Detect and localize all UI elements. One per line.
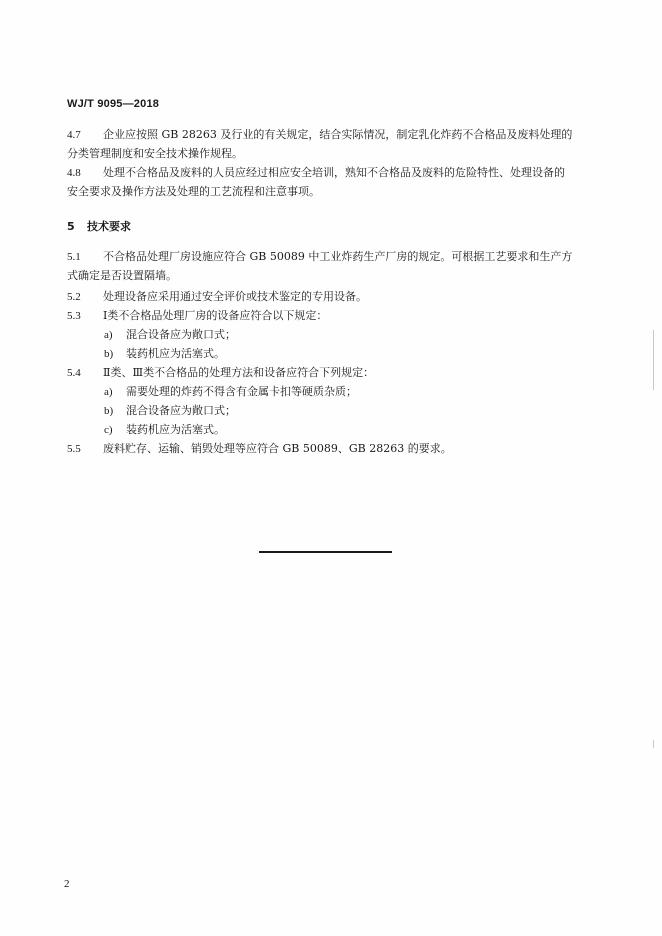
clause-text: Ⅰ类不合格品处理厂房的设备应符合以下规定： — [103, 309, 328, 322]
list-marker: a) — [104, 386, 113, 398]
clause-5-5-line-1 — [67, 442, 452, 456]
clause-5-4-item-c — [104, 423, 225, 437]
clause-5-2-line-1 — [67, 290, 367, 304]
clause-5-3-line-1 — [67, 309, 327, 323]
section-number: 5 — [67, 220, 75, 233]
clause-text: 废料贮存、运输、销毁处理等应符合 GB 50089、GB 28263 的要求。 — [103, 442, 452, 455]
clause-number: 4.7 — [67, 129, 81, 141]
clause-text: 处理不合格品及废料的人员应经过相应安全培训，熟知不合格品及废料的危险特性、处理设备的 — [103, 166, 565, 179]
clause-5-4-item-a — [104, 385, 357, 399]
clause-4-7-line-1 — [67, 128, 572, 142]
clause-4-7-line-2: 分类管理制度和安全技术操作规程。 — [67, 147, 243, 160]
clause-5-4-line-1 — [67, 366, 374, 380]
clause-number: 5.2 — [67, 291, 81, 303]
clause-4-8-line-1 — [67, 166, 565, 180]
clause-text: 不合格品处理厂房设施应符合 GB 50089 中工业炸药生产厂房的规定。可根据工艺要求和生产方 — [103, 250, 573, 263]
clause-number: 5.4 — [67, 367, 81, 379]
clause-text: 企业应按照 GB 28263 及行业的有关规定，结合实际情况，制定乳化炸药不合格品及废料处理的 — [103, 128, 573, 141]
list-text: 装药机应为活塞式。 — [126, 347, 225, 360]
list-marker: c) — [104, 424, 113, 436]
list-marker: a) — [104, 329, 113, 341]
clause-5-3-item-a — [104, 328, 236, 342]
clause-5-3-item-b — [104, 347, 225, 361]
clause-text: 处理设备应采用通过安全评价或技术鉴定的专用设备。 — [103, 290, 367, 303]
clause-number: 5.5 — [67, 443, 81, 455]
clause-number: 4.8 — [67, 167, 81, 179]
clause-number: 5.3 — [67, 310, 81, 322]
list-text: 混合设备应为敞口式； — [126, 404, 236, 417]
end-of-text-rule — [259, 551, 392, 553]
list-text: 需要处理的炸药不得含有金属卡扣等硬质杂质； — [126, 385, 357, 398]
document-code: WJ/T 9095—2018 — [67, 98, 160, 110]
list-text: 装药机应为活塞式。 — [126, 423, 225, 436]
list-marker: b) — [104, 405, 114, 417]
list-marker: b) — [104, 348, 114, 360]
page-number: 2 — [64, 878, 70, 890]
clause-text: Ⅱ类、Ⅲ类不合格品的处理方法和设备应符合下列规定： — [103, 366, 375, 379]
clause-5-4-item-b — [104, 404, 236, 418]
scan-artifact — [653, 330, 654, 390]
clause-5-1-line-2: 式确定是否设置隔墙。 — [67, 269, 177, 282]
scan-artifact — [653, 740, 654, 748]
list-text: 混合设备应为敞口式； — [126, 328, 236, 341]
clause-4-8-line-2: 安全要求及操作方法及处理的工艺流程和注意事项。 — [67, 185, 320, 198]
clause-5-1-line-1 — [67, 250, 572, 264]
section-title: 技术要求 — [87, 220, 131, 233]
clause-number: 5.1 — [67, 251, 81, 263]
section-5-heading — [67, 220, 131, 234]
